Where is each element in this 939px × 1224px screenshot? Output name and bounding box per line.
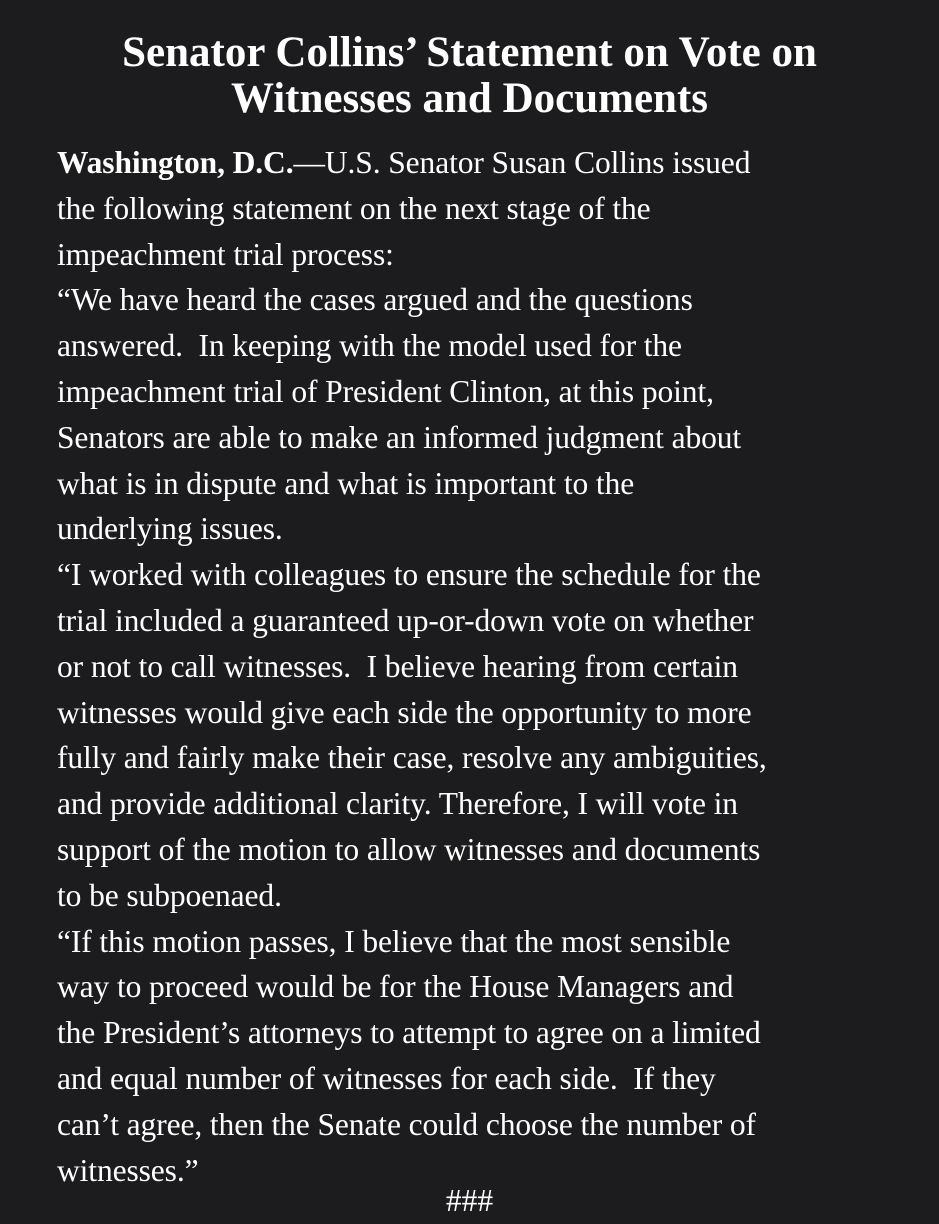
paragraph-3-line: “If this motion passes, I believe that the most sensible [57,923,731,959]
paragraph-2-line: witnesses would give each side the opportunity to more [57,694,752,730]
intro-line: the following statement on the next stage of the [57,190,651,226]
paragraph-2-line: support of the motion to allow witnesses and documents [57,831,761,867]
paragraph-2-line: and provide additional clarity. Therefore, I will vote in [57,786,738,822]
paragraph-2-line: to be subpoenaed. [57,877,282,913]
paragraph-3-line: can’t agree, then the Senate could choose the number of [57,1106,756,1142]
statement-body [57,140,887,1193]
paragraph-1-line: what is in dispute and what is important to the [57,465,635,501]
end-mark: ### [445,1183,494,1218]
intro-line: impeachment trial process: [57,236,394,272]
paragraph-3-line: and equal number of witnesses for each side. If they [57,1060,716,1096]
paragraph-2-line: trial included a guaranteed up-or-down vote on whether [57,602,754,638]
paragraph-2-line: or not to call witnesses. I believe hearing from certain [57,648,738,684]
title-line: Senator Collins’ Statement on Vote on [122,29,817,76]
paragraph-2-line: fully and fairly make their case, resolve any ambiguities, [57,740,767,776]
paragraph-3-line: the President’s attorneys to attempt to agree on a limited [57,1015,761,1051]
paragraph-1-line: “We have heard the cases argued and the questions [57,282,693,318]
intro-text: —U.S. Senator Susan Collins issued [293,145,751,180]
paragraph-1-line: answered. In keeping with the model used for the [57,328,682,364]
intro-line [57,140,887,186]
title-line: Witnesses and Documents [230,75,709,122]
paragraph-1-line: Senators are able to make an informed judgment about [57,419,742,455]
dateline: Washington, D.C. [57,145,294,180]
paragraph-3-line: witnesses.” [57,1152,199,1188]
paragraph-1-line: impeachment trial of President Clinton, at this point, [57,373,714,409]
page-title [0,30,939,122]
paragraph-1-line: underlying issues. [57,511,283,547]
paragraph-3-line: way to proceed would be for the House Managers and [57,969,734,1005]
paragraph-2-line: “I worked with colleagues to ensure the schedule for the [57,557,761,593]
